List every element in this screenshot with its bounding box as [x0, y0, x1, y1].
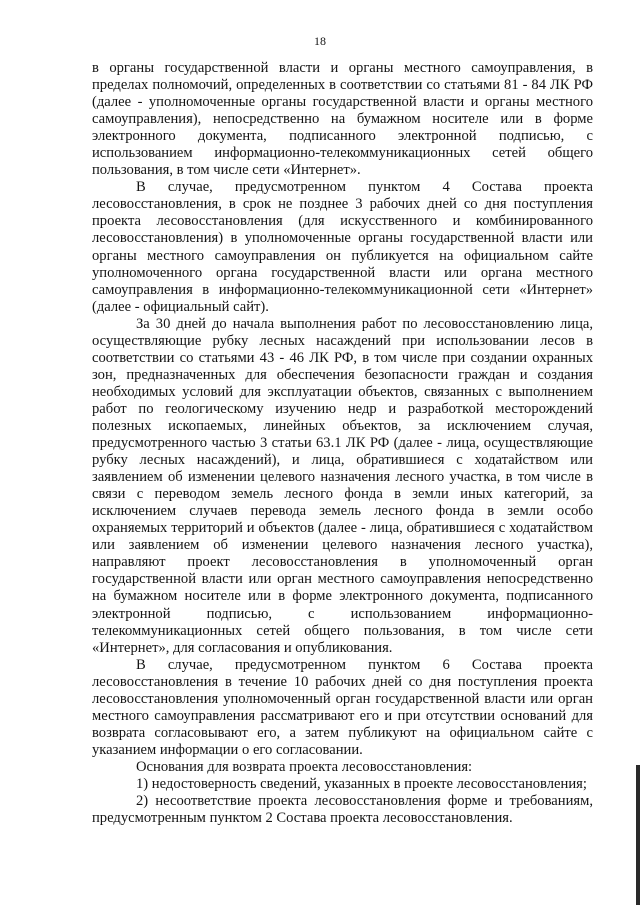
scan-edge-mark: [636, 765, 640, 905]
paragraph-30-days: За 30 дней до начала выполнения работ по лесовосстановлению лица, осуществляющие рубку лесных насаждений при использовании лесов в соответствии со статьями 43 - 46 ЛК РФ, в том числе при создании охранных зон, предназначенных для обеспечения безопасности граждан и создания необходимых условий для эксплуатации объектов, связанных с выполнением работ по геологическому изучению недр и разработкой месторождений полезных ископаемых, линейных объектов, за исключением случая, предусмотренного частью 3 статьи 63.1 ЛК РФ (далее - лица, осуществляющие рубку лесных насаждений), и лица, обратившиеся с ходатайством или заявлением об изменении целевого назначения лесного участка, в том числе в связи с переводом земель лесного фонда в земли иных категорий, за исключением случаев перевода земель лесного фонда в земли особо охраняемых территорий и объектов (далее - лица, обратившиеся с ходатайством или заявлением об изменении целевого назначения лесного участка), направляют проект лесовосстановления в уполномоченный орган государственной власти или орган местного самоуправления непосредственно на бумажном носителе или в форме электронного документа, подписанного электронной подписью, с использованием информационно-телекоммуникационных сетей общего пользования, в том числе сети «Интернет», для согласования и опубликования.: [92, 315, 593, 656]
paragraph-case-6: В случае, предусмотренном пунктом 6 Состава проекта лесовосстановления в течение 10 рабочих дней со дня поступления проекта лесовосстановления уполномоченный орган государственной власти или орган местного самоуправления рассматривают его и при отсутствии оснований для возврата согласовывают его, а затем публикуют на официальном сайте с указанием информации о его согласовании.: [92, 656, 593, 758]
return-ground-2: 2) несоответствие проекта лесовосстановления форме и требованиям, предусмотренным пунктом 2 Состава проекта лесовосстановления.: [92, 793, 593, 827]
paragraph-case-4: В случае, предусмотренном пунктом 4 Состава проекта лесовосстановления, в срок не позднее 3 рабочих дней со дня поступления проекта лесовосстановления (для искусственного и комбинированного лесовосстановления) в уполномоченные органы государственной власти или органы местного самоуправления он публикуется на официальном сайте уполномоченного органа государственной власти или органа местного самоуправления в информационно-телекоммуникационной сети «Интернет» (далее - официальный сайт).: [92, 179, 593, 315]
paragraph-continuation: в органы государственной власти и органы местного самоуправления, в пределах полномочий, определенных в соответствии со статьями 81 - 84 ЛК РФ (далее - уполномоченные органы государственной власти и органы местного самоуправления), непосредственно на бумажном носителе или в форме электронного документа, подписанного электронной подписью, с использованием информационно-телекоммуникационных сетей общего пользования, в том числе сети «Интернет».: [92, 60, 593, 179]
return-ground-1: 1) недостоверность сведений, указанных в проекте лесовосстановления;: [136, 775, 587, 792]
page-number: 18: [314, 34, 326, 48]
document-body: [92, 60, 593, 827]
return-grounds-heading: Основания для возврата проекта лесовосстановления:: [136, 758, 473, 775]
